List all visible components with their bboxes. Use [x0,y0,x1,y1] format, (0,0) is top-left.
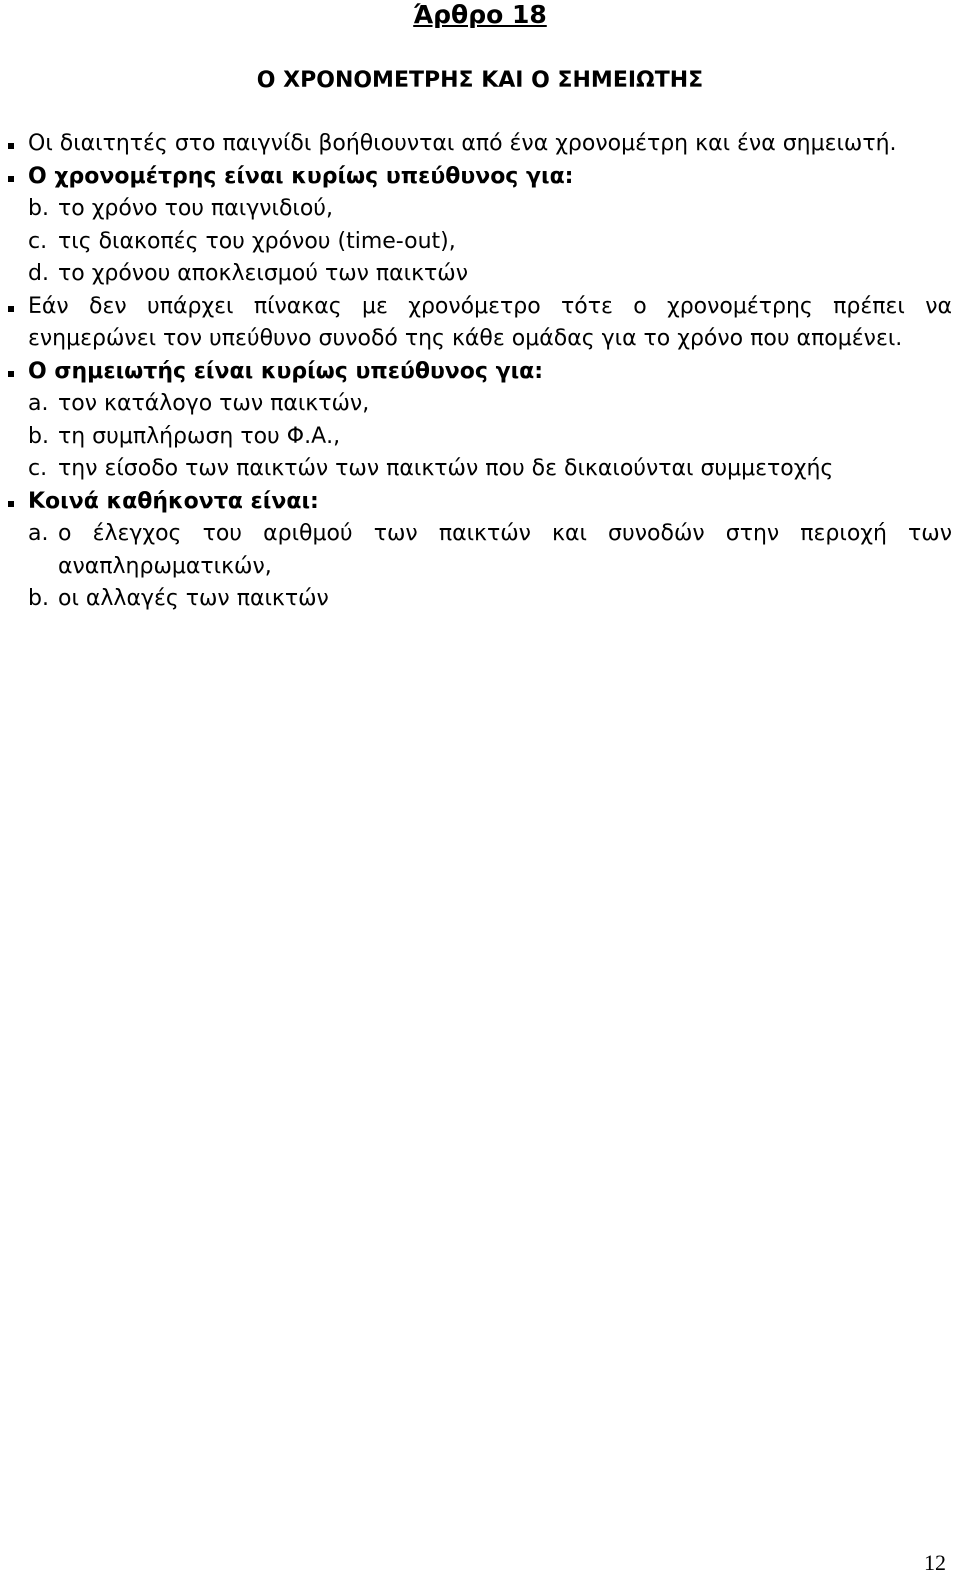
list-item [8,583,952,616]
bullet-common-duties [8,486,952,519]
square-bullet-icon [8,161,28,194]
list-item-text: τον κατάλογο των παικτών, [58,391,370,416]
square-bullet-icon [8,356,28,389]
list-item [8,388,952,421]
list-marker: c. [28,456,48,481]
bullet-text: Εάν δεν υπάρχει πίνακας με χρονόμετρο τότε ο χρονομέτρης πρέπει να ενημερώνει τον υπεύθυνο συνοδό της κάθε ομάδας για το χρόνο που απομένει. [28,293,952,351]
bullet-text: Ο σημειωτής είναι κυρίως υπεύθυνος για: [28,358,544,384]
square-bullet-icon [8,128,28,161]
list-item-text: οι αλλαγές των παικτών [58,586,329,611]
list-item-text: το χρόνου αποκλεισμού των παικτών [58,261,469,286]
list-marker: b. [28,196,49,221]
list-marker: c. [28,228,48,254]
page-number: 12 [924,1550,946,1575]
list-marker: b. [28,586,49,611]
list-item-text: την είσοδο των παικτών των παικτών που δε δικαιούνται συμμετοχής [58,456,834,481]
square-bullet-icon [8,486,28,519]
list-item [8,518,952,583]
list-item-text: τη συμπλήρωση του Φ.Α., [58,423,341,449]
list-item-text: τις διακοπές του χρόνου (time-out), [58,228,456,254]
list-marker: d. [28,261,49,286]
list-item-text: το χρόνο του παιγνιδιού, [58,196,334,221]
bullet-scorer-duties [8,356,952,389]
bullet-timekeeper-duties [8,161,952,194]
list-marker: b. [28,423,49,449]
article-title: Ο ΧΡΟΝΟΜΕΤΡΗΣ ΚΑΙ Ο ΣΗΜΕΙΩΤΗΣ [256,68,704,93]
list-item [8,421,952,454]
article-heading: Άρθρο 18 [413,0,547,29]
bullet-no-clock-board [8,291,952,356]
square-bullet-icon [8,291,28,324]
bullet-text: Κοινά καθήκοντα είναι: [28,488,319,514]
bullet-text: Οι διαιτητές στο παιγνίδι βοήθιουνται από ένα χρονομέτρη και ένα σημειωτή. [28,131,897,156]
list-item [8,453,952,486]
list-item [8,258,952,291]
list-marker: a. [28,521,49,546]
bullet-referees-assisted [8,128,952,161]
article-body [8,128,952,616]
list-item [8,226,952,259]
list-item-text: ο έλεγχος του αριθμού των παικτών και συνοδών στην περιοχή των αναπληρωματικών, [58,521,952,579]
list-marker: a. [28,391,49,416]
bullet-text: Ο χρονομέτρης είναι κυρίως υπεύθυνος για: [28,163,574,189]
list-item [8,193,952,226]
